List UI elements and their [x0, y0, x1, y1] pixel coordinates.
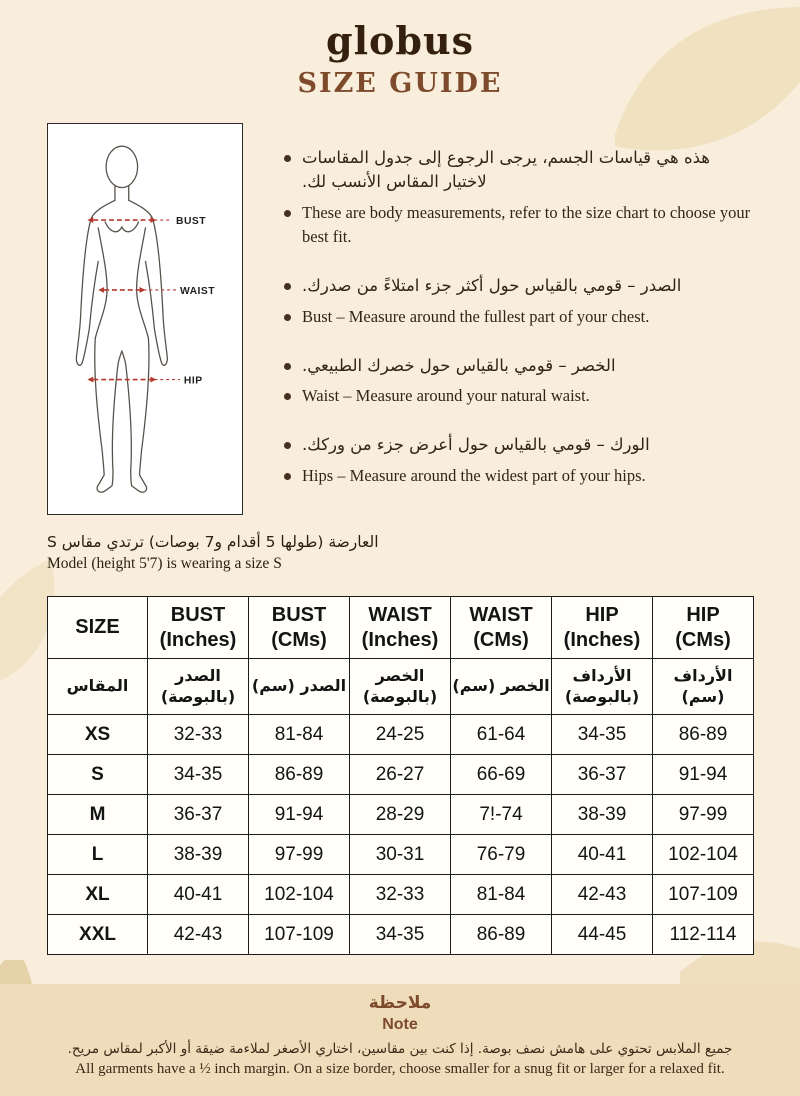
- value-cell: 66-69: [451, 755, 552, 795]
- header-line2: (بالبوصة): [160, 686, 236, 706]
- value-cell: 34-35: [350, 915, 451, 955]
- instruction-en: [284, 384, 752, 408]
- header-line1: الأرداف (سم): [673, 665, 733, 706]
- value-cell: 61-64: [451, 715, 552, 755]
- bullet-dot: [284, 283, 291, 290]
- note-body-en: All garments have a ½ inch margin. On a size border, choose smaller for a snug fit or larger for a relaxed fit.: [75, 1061, 725, 1077]
- header: [0, 18, 800, 99]
- header-size-ar: المقاس: [48, 659, 148, 715]
- bullet-dot: [284, 473, 291, 480]
- value-cell: 91-94: [249, 795, 350, 835]
- header-hip-cms-ar: [653, 659, 754, 715]
- instruction-en: [284, 464, 752, 488]
- table-header-ar: [48, 659, 754, 715]
- value-cell: 40-41: [148, 875, 249, 915]
- waist-label: WAIST: [179, 285, 216, 297]
- header-line2: (CMs): [473, 628, 529, 651]
- instruction-group-waist: [284, 354, 752, 409]
- value-cell: 36-37: [552, 755, 653, 795]
- value-cell: 107-109: [653, 875, 754, 915]
- figure-head: [106, 146, 138, 187]
- value-cell: 86-89: [653, 715, 754, 755]
- header-hip-inches: [552, 597, 653, 659]
- value-cell: 30-31: [350, 835, 451, 875]
- header-line1: الصدر (سم): [251, 676, 347, 696]
- value-cell: 32-33: [350, 875, 451, 915]
- header-waist-inches: [350, 597, 451, 659]
- table-row-xl: [48, 875, 754, 915]
- value-cell: 38-39: [552, 795, 653, 835]
- page-title: SIZE GUIDE: [297, 68, 503, 99]
- value-cell: 42-43: [148, 915, 249, 955]
- bullet-dot: [284, 393, 291, 400]
- model-note-en: Model (height 5'7) is wearing a size S: [47, 555, 282, 572]
- value-cell: 7!-74: [451, 795, 552, 835]
- header-line1: HIP: [585, 603, 619, 626]
- value-cell: 81-84: [451, 875, 552, 915]
- instruction-ar: [284, 433, 752, 457]
- note-title-en: Note: [382, 1016, 418, 1033]
- value-cell: 36-37: [148, 795, 249, 835]
- bullet-dot: [284, 314, 291, 321]
- header-waist-inches-ar: [350, 659, 451, 715]
- value-cell: 44-45: [552, 915, 653, 955]
- value-cell: 76-79: [451, 835, 552, 875]
- value-cell: 26-27: [350, 755, 451, 795]
- header-line2: (بالبوصة): [362, 686, 438, 706]
- header-bust-cms: [249, 597, 350, 659]
- value-cell: 42-43: [552, 875, 653, 915]
- header-size: SIZE: [48, 597, 148, 659]
- value-cell: 102-104: [653, 835, 754, 875]
- instruction-ar: [284, 146, 752, 194]
- value-cell: 32-33: [148, 715, 249, 755]
- header-bust-cms-ar: [249, 659, 350, 715]
- instruction-group-general: [284, 146, 752, 249]
- size-cell: XS: [48, 715, 148, 755]
- note-title-ar: ملاحظة: [368, 993, 432, 1013]
- value-cell: 38-39: [148, 835, 249, 875]
- bullet-dot: [284, 363, 291, 370]
- model-note: [47, 533, 379, 573]
- instruction-text-en: Hips – Measure around the widest part of your hips.: [302, 466, 646, 486]
- instruction-en: [284, 305, 752, 329]
- instruction-text-ar: الخصر – قومي بالقياس حول خصرك الطبيعي.: [302, 355, 616, 375]
- bullet-dot: [284, 210, 291, 217]
- instruction-text-ar: الورك – قومي بالقياس حول أعرض جزء من وركك.: [302, 435, 650, 455]
- header-bust-inches-ar: [148, 659, 249, 715]
- value-cell: 97-99: [653, 795, 754, 835]
- value-cell: 91-94: [653, 755, 754, 795]
- header-line2: (CMs): [675, 628, 731, 651]
- header-line2: (CMs): [271, 628, 327, 651]
- value-cell: 102-104: [249, 875, 350, 915]
- instruction-ar: [284, 274, 752, 298]
- header-line1: الخصر: [375, 665, 425, 685]
- header-waist-cms-ar: [451, 659, 552, 715]
- instructions: [284, 146, 752, 513]
- value-cell: 81-84: [249, 715, 350, 755]
- size-chart-table: [47, 596, 754, 955]
- instruction-ar: [284, 354, 752, 378]
- instruction-group-hip: [284, 433, 752, 488]
- size-cell: M: [48, 795, 148, 835]
- model-note-ar: العارضة (طولها 5 أقدام و7 بوصات) ترتدي مقاس S: [47, 533, 379, 551]
- bullet-dot: [284, 442, 291, 449]
- header-line1: الصدر: [175, 665, 221, 685]
- instruction-text-en: Bust – Measure around the fullest part of your chest.: [302, 306, 650, 326]
- body-diagram: [48, 124, 241, 513]
- header-line1: الأرداف: [572, 665, 632, 685]
- header-line2: (بالبوصة): [564, 686, 640, 706]
- instruction-en: [284, 201, 752, 249]
- value-cell: 97-99: [249, 835, 350, 875]
- header-bust-inches: [148, 597, 249, 659]
- table-row-xs: [48, 715, 754, 755]
- value-cell: 86-89: [249, 755, 350, 795]
- instruction-text-ar: الصدر – قومي بالقياس حول أكثر جزء امتلاءً من صدرك.: [302, 275, 682, 295]
- header-line1: WAIST: [368, 603, 432, 626]
- value-cell: 34-35: [148, 755, 249, 795]
- table-header-en: [48, 597, 754, 659]
- value-cell: 112-114: [653, 915, 754, 955]
- size-cell: XXL: [48, 915, 148, 955]
- header-line1: BUST: [170, 603, 226, 626]
- table-row-l: [48, 835, 754, 875]
- size-cell: S: [48, 755, 148, 795]
- value-cell: 107-109: [249, 915, 350, 955]
- instruction-text-en: These are body measurements, refer to the size chart to choose your best fit.: [302, 202, 751, 246]
- table-row-s: [48, 755, 754, 795]
- value-cell: 28-29: [350, 795, 451, 835]
- header-line1: الخصر (سم): [452, 676, 550, 696]
- value-cell: 24-25: [350, 715, 451, 755]
- instruction-group-bust: [284, 274, 752, 329]
- size-cell: L: [48, 835, 148, 875]
- header-hip-inches-ar: [552, 659, 653, 715]
- note-footer: [0, 984, 800, 1096]
- value-cell: 40-41: [552, 835, 653, 875]
- instruction-text-en: Waist – Measure around your natural waist.: [302, 386, 590, 406]
- header-waist-cms: [451, 597, 552, 659]
- header-hip-cms: [653, 597, 754, 659]
- header-line1: WAIST: [469, 603, 533, 626]
- note-body-ar: جميع الملابس تحتوي على هامش نصف بوصة. إذا كنت بين مقاسين، اختاري الأصغر لملاءمة ضيقة أو الأكبر لمقاس مريح.: [67, 1041, 733, 1057]
- header-line2: (Inches): [563, 628, 641, 651]
- value-cell: 86-89: [451, 915, 552, 955]
- header-line2: (Inches): [159, 628, 237, 651]
- brand-logo: globus: [326, 18, 474, 63]
- instruction-text-ar: هذه هي قياسات الجسم، يرجى الرجوع إلى جدول المقاسات لاختيار المقاس الأنسب لك.: [302, 148, 711, 191]
- header-line1: HIP: [686, 603, 720, 626]
- size-cell: XL: [48, 875, 148, 915]
- bullet-dot: [284, 155, 291, 162]
- header-line1: BUST: [271, 603, 327, 626]
- table-row-xxl: [48, 915, 754, 955]
- value-cell: 34-35: [552, 715, 653, 755]
- table-row-m: [48, 795, 754, 835]
- measurement-figure-box: [47, 123, 243, 515]
- bust-label: BUST: [176, 215, 207, 227]
- hip-label: HIP: [183, 375, 203, 387]
- header-line2: (Inches): [361, 628, 439, 651]
